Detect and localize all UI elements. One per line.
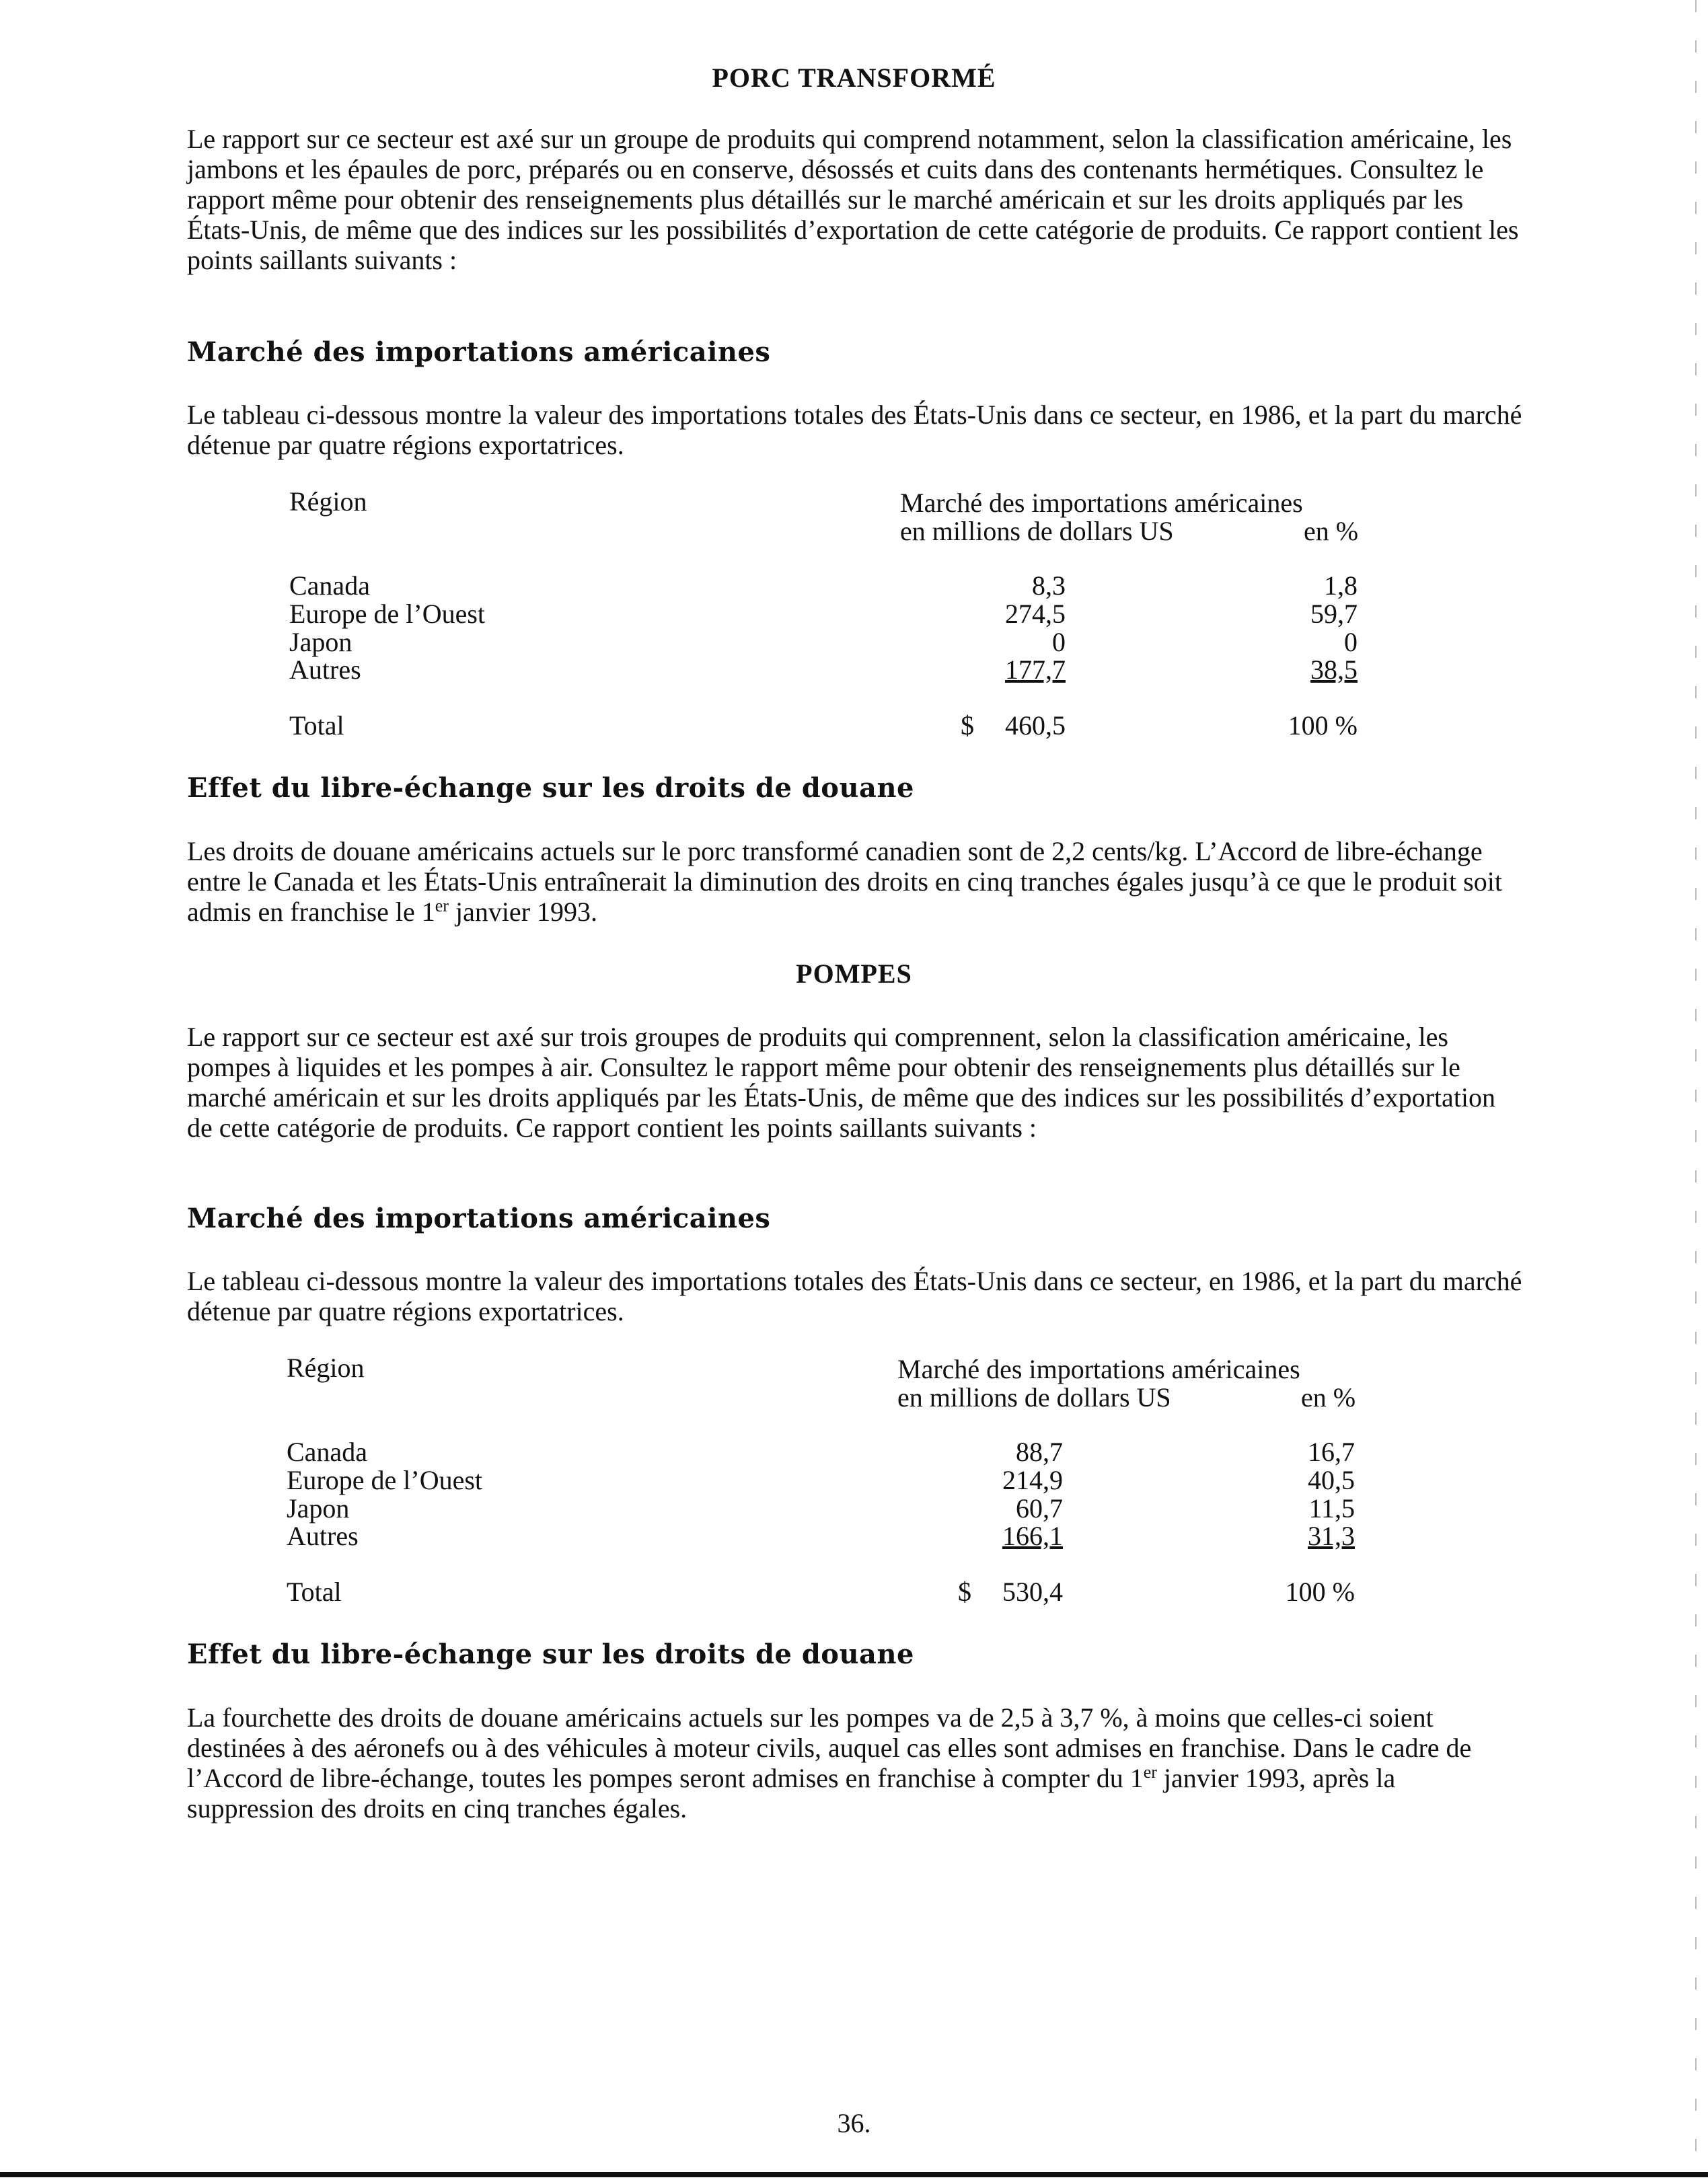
col-header-group: Marché des importations américaines [900,488,1303,518]
table-row-region: Europe de l’Ouest [287,1465,483,1495]
table-row-pct: 0 [1344,627,1358,657]
table-row-value: 214,9 [1002,1465,1063,1495]
effect-text-pompes: La fourchette des droits de douane américains actuels sur les pompes va de 2,5 à 3,7 %, à moins que celles-ci soient destinées à des aéronefs ou à des véhicules à moteur civils, auquel cas elles sont admises en franchise. Dans le cadre de l’Accord de libre-échange, toutes les pompes seront admises en franchise à compter du 1er janvier 1993, après la suppression des droits en cinq tranches égales. [187,1702,1472,1823]
table-row-value: 88,7 [1016,1437,1063,1467]
table-row-pct: 31,3 [1308,1521,1355,1551]
table-row-region: Japon [287,1493,350,1523]
col-header-value: en millions de dollars US [900,516,1174,546]
total-pct: 100 % [1285,1577,1355,1607]
col-header-region: Région [289,486,367,517]
effect-heading-porc: Effet du libre-échange sur les droits de douane [187,772,914,804]
table-row-region: Europe de l’Ouest [289,599,486,629]
section-title-pompes: POMPES [796,958,912,989]
market-text-pompes: Le tableau ci-dessous montre la valeur des importations totales des États-Unis dans ce secteur, en 1986, et la part du marché détenue par quatre régions exportatrices. [187,1266,1522,1326]
table-row-value: 0 [1052,627,1066,657]
table-row-pct: 59,7 [1310,599,1358,629]
total-label: Total [289,710,344,741]
market-heading-pompes: Marché des importations américaines [187,1203,771,1234]
section-intro-porc: Le rapport sur ce secteur est axé sur un groupe de produits qui comprend notamment, selon la classification américaine, les jambons et les épaules de porc, préparés ou en conserve, désossés et cuits dans des contenants hermétiques. Consultez le rapport même pour obtenir des renseignements plus détaillés sur le marché américain et sur les droits appliqués par les États-Unis, de même que des indices sur les possibilités d’exportation de cette catégorie de produits. Ce rapport contient les points saillants suivants : [187,124,1519,275]
bottom-rule [0,2172,1708,2177]
effect-text-porc: Les droits de douane américains actuels sur le porc transformé canadien sont de 2,2 cents/kg. L’Accord de libre-échange entre le Canada et les États-Unis entraînerait la diminution des droits en cinq tranches égales jusqu’à ce que le produit soit admis en franchise le 1er janvier 1993. [187,836,1502,927]
total-pct: 100 % [1288,710,1358,741]
total-value: 530,4 [1002,1577,1063,1607]
table-row-region: Japon [289,627,352,657]
table-row-pct: 11,5 [1308,1493,1355,1523]
total-value: 460,5 [1005,710,1066,741]
section-title-porc: PORC TRANSFORMÉ [712,63,996,93]
table-row-value: 60,7 [1016,1493,1063,1523]
market-text-porc: Le tableau ci-dessous montre la valeur des importations totales des États-Unis dans ce secteur, en 1986, et la part du marché détenue par quatre régions exportatrices. [187,400,1522,460]
currency-symbol: $ [958,1577,971,1607]
col-header-group: Marché des importations américaines [897,1354,1300,1384]
effect-heading-pompes: Effet du libre-échange sur les droits de douane [187,1639,914,1670]
table-row-region: Autres [289,654,361,685]
table-row-pct: 40,5 [1308,1465,1355,1495]
table-row-region: Canada [287,1437,367,1467]
scan-edge [1695,0,1697,2173]
table-row-value: 8,3 [1032,570,1066,601]
table-row-value: 177,7 [1005,654,1066,685]
table-row-value: 166,1 [1002,1521,1063,1551]
currency-symbol: $ [961,710,974,741]
table-row-value: 274,5 [1005,599,1066,629]
table-row-pct: 16,7 [1308,1437,1355,1467]
col-header-pct: en % [1304,516,1359,546]
table-row-region: Canada [289,570,370,601]
table-row-pct: 1,8 [1324,570,1358,601]
table-row-region: Autres [287,1521,359,1551]
col-header-value: en millions de dollars US [897,1382,1171,1413]
total-label: Total [287,1577,342,1607]
section-intro-pompes: Le rapport sur ce secteur est axé sur trois groupes de produits qui comprennent, selon la classification américaine, les pompes à liquides et les pompes à air. Consultez le rapport même pour obtenir des renseignements plus détaillés sur le marché américain et sur les droits appliqués par les États-Unis, de même que des indices sur les possibilités d’exportation de cette catégorie de produits. Ce rapport contient les points saillants suivants : [187,1022,1496,1143]
page-number: 36. [837,2108,871,2138]
market-heading-porc: Marché des importations américaines [187,336,771,368]
col-header-pct: en % [1301,1382,1356,1413]
table-row-pct: 38,5 [1310,654,1358,685]
col-header-region: Région [287,1353,365,1383]
